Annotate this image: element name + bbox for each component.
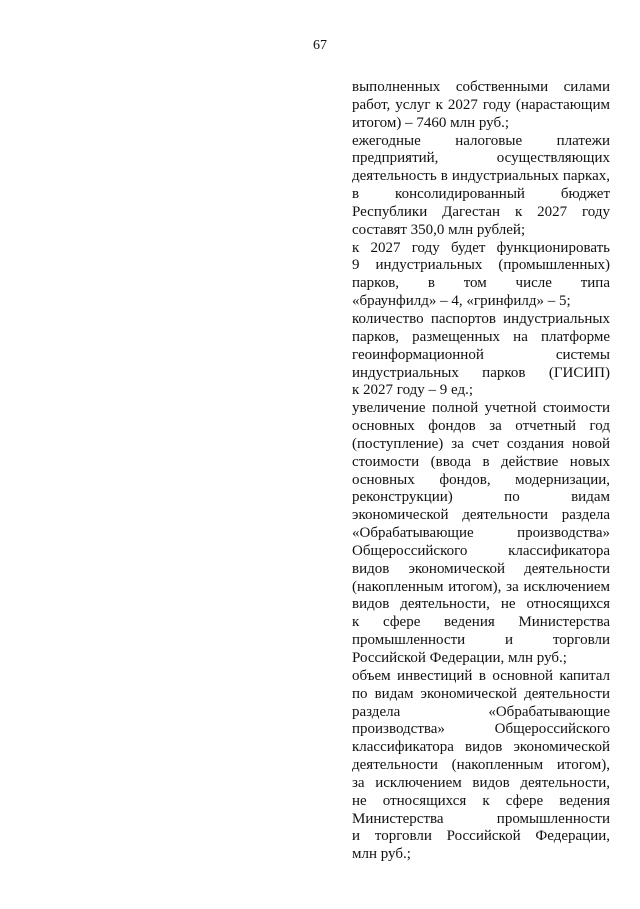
text-line: индустриальных парков (ГИСИП) — [352, 364, 610, 381]
text-line: экономической деятельности раздела — [352, 507, 610, 524]
text-line: (поступление) за счет создания новой — [352, 435, 610, 452]
text-line: парков, размещенных на платформе — [352, 328, 610, 345]
text-line: работ, услуг к 2027 году (нарастающим — [352, 96, 610, 113]
text-line: итогом) – 7460 млн руб.; — [352, 114, 510, 131]
text-line: геоинформационной системы — [352, 346, 610, 363]
text-line: объем инвестиций в основной капитал — [352, 667, 610, 684]
text-line: к сфере ведения Министерства — [352, 614, 610, 631]
text-line: Общероссийского классификатора — [352, 542, 610, 559]
text-line: ежегодные налоговые платежи — [352, 132, 610, 149]
text-line: за исключением видов деятельности, — [352, 774, 610, 791]
text-line: к 2027 году – 9 ед.; — [352, 382, 474, 399]
text-line: выполненных собственными силами — [352, 79, 610, 95]
text-line: видов экономической деятельности — [352, 560, 610, 577]
text-line: производства» Общероссийского — [352, 721, 610, 738]
text-line: по видам экономической деятельности — [352, 685, 610, 702]
text-line: составят 350,0 млн рублей; — [352, 221, 526, 238]
text-column — [352, 79, 610, 864]
text-line: деятельность в индустриальных парках, — [352, 168, 610, 185]
text-line: раздела «Обрабатывающие — [352, 703, 610, 720]
text-line: (накопленным итогом), за исключением — [352, 578, 610, 595]
text-line: к 2027 году будет функционировать — [352, 239, 610, 256]
text-line: 9 индустриальных (промышленных) — [352, 257, 610, 274]
text-line: деятельности (накопленным итогом), — [352, 757, 610, 774]
text-line: млн руб.; — [352, 846, 411, 863]
text-line: не относящихся к сфере ведения — [352, 792, 610, 809]
text-line: Республики Дагестан к 2027 году — [352, 203, 610, 220]
page-number: 67 — [313, 38, 327, 53]
text-line: «Обрабатывающие производства» — [352, 525, 610, 542]
text-line: промышленности и торговли — [352, 632, 610, 649]
text-line: классификатора видов экономической — [352, 739, 610, 756]
text-line: парков, в том числе типа — [352, 275, 610, 292]
text-line: «браунфилд» – 4, «гринфилд» – 5; — [352, 293, 571, 310]
text-line: в консолидированный бюджет — [352, 186, 610, 203]
text-line: Министерства промышленности — [352, 810, 610, 827]
text-line: видов деятельности, не относящихся — [352, 596, 610, 613]
text-line: стоимости (ввода в действие новых — [352, 453, 610, 470]
text-line: увеличение полной учетной стоимости — [352, 400, 610, 417]
text-line: предприятий, осуществляющих — [352, 150, 610, 167]
text-line: Российской Федерации, млн руб.; — [352, 650, 567, 666]
text-line: и торговли Российской Федерации, — [352, 828, 610, 845]
text-line: основных фондов за отчетный год — [352, 418, 610, 435]
text-line: количество паспортов индустриальных — [352, 310, 610, 327]
text-line: реконструкции) по видам — [352, 489, 610, 506]
text-line: основных фондов, модернизации, — [352, 471, 610, 488]
